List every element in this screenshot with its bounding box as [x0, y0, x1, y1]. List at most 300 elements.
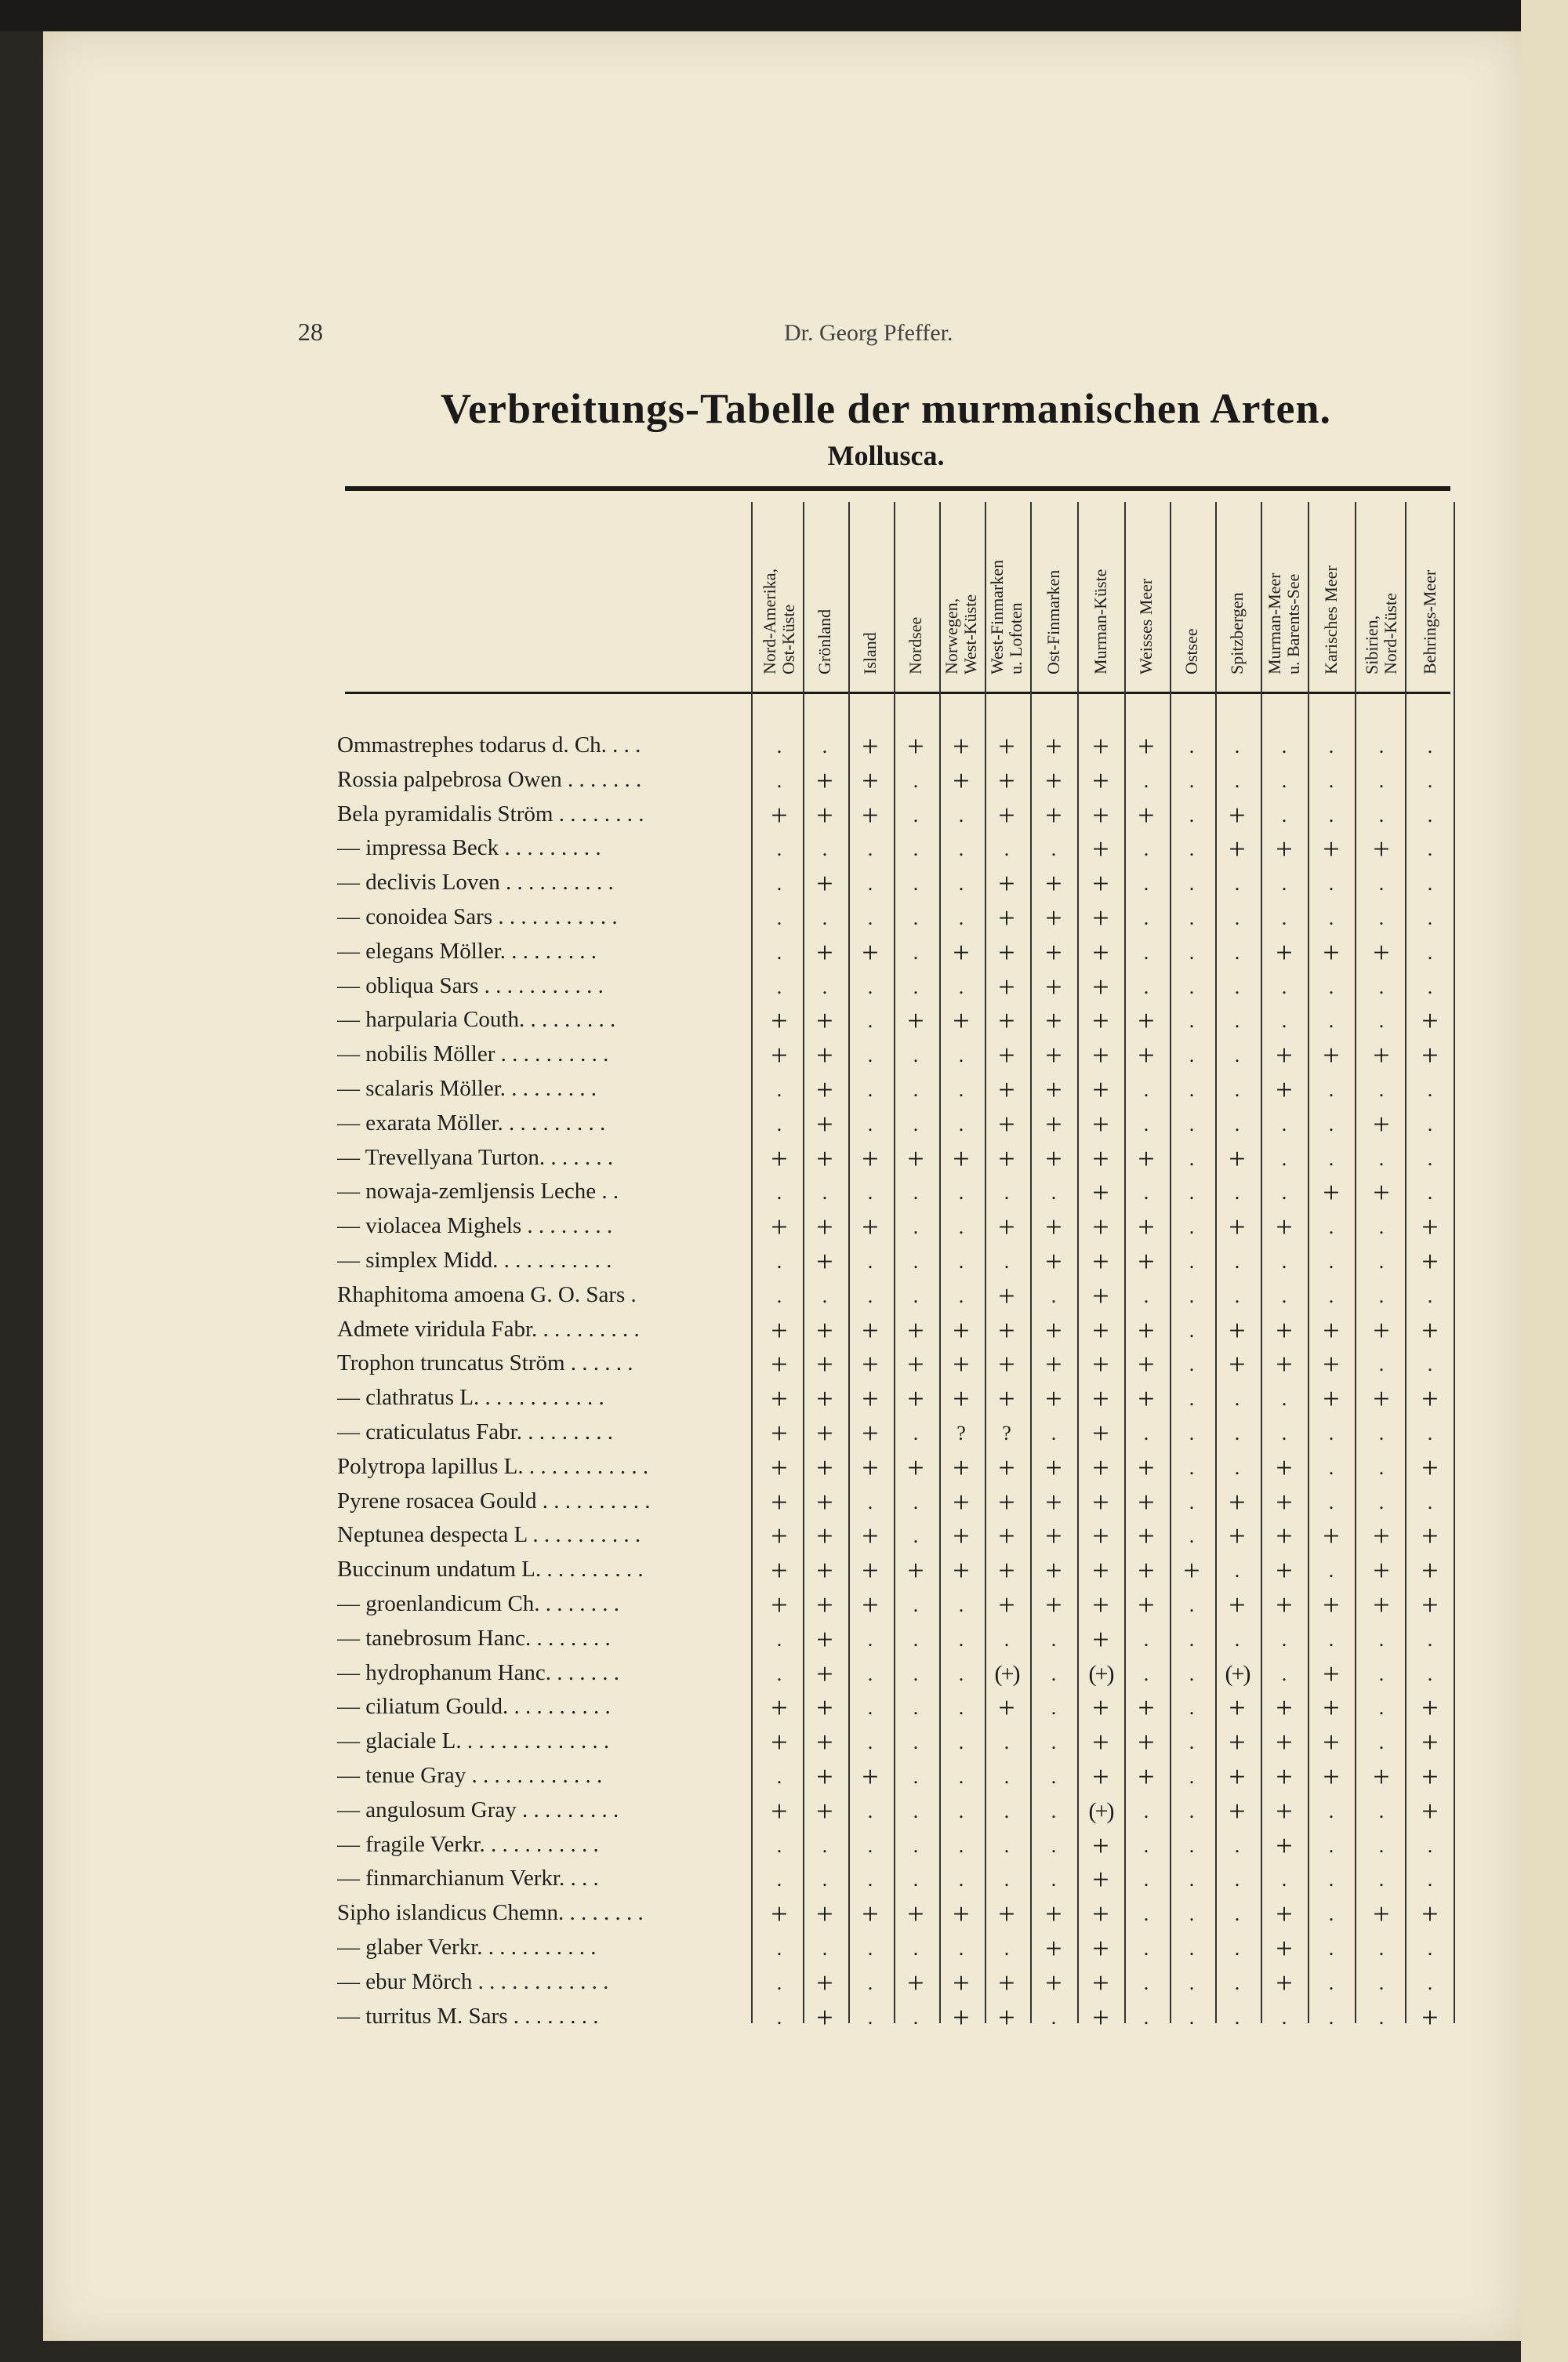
- table-row: [337, 1553, 1466, 1588]
- occurrence-cell: +: [1421, 1245, 1439, 1278]
- occurrence-cell: +: [998, 970, 1015, 1004]
- occurrence-cell: +: [1045, 1898, 1062, 1931]
- occurrence-cell: +: [1421, 1451, 1439, 1484]
- occurrence-cell: +: [1045, 902, 1062, 935]
- occurrence-cell: .: [776, 1937, 782, 1960]
- table-row: [337, 1931, 1466, 1966]
- occurrence-cell: .: [1189, 1250, 1195, 1273]
- occurrence-cell: .: [1143, 907, 1149, 929]
- occurrence-cell: +: [907, 1005, 924, 1038]
- occurrence-cell: .: [1189, 1353, 1195, 1376]
- occurrence-cell: +: [1229, 1794, 1246, 1828]
- occurrence-cell: +: [771, 1005, 788, 1038]
- occurrence-cell: +: [907, 1142, 924, 1176]
- occurrence-cell: .: [1427, 1662, 1433, 1685]
- occurrence-cell: +: [1092, 1898, 1109, 1931]
- table-row: [337, 1073, 1466, 1107]
- occurrence-cell: .: [1328, 907, 1334, 929]
- occurrence-cell: +: [953, 936, 970, 969]
- occurrence-cell: +: [998, 1966, 1015, 2000]
- occurrence-cell: +: [953, 1005, 970, 1038]
- occurrence-cell: +: [1323, 1657, 1340, 1691]
- occurrence-cell: .: [776, 735, 782, 758]
- occurrence-cell: +: [1092, 764, 1109, 798]
- table-row: [337, 1862, 1466, 1897]
- occurrence-cell: .: [1378, 1078, 1385, 1101]
- occurrence-cell: +: [1045, 1520, 1062, 1553]
- occurrence-cell: +: [1229, 833, 1246, 867]
- occurrence-cell: .: [1427, 872, 1433, 896]
- occurrence-cell: .: [867, 1078, 873, 1101]
- occurrence-cell: .: [1328, 1971, 1334, 1994]
- occurrence-cell: .: [958, 907, 964, 929]
- occurrence-cell: .: [1234, 907, 1240, 929]
- occurrence-cell: .: [1143, 838, 1149, 861]
- occurrence-cell: .: [1328, 1422, 1334, 1444]
- occurrence-cell: .: [1427, 1284, 1433, 1307]
- occurrence-cell: .: [1328, 1937, 1334, 1960]
- occurrence-cell: +: [1229, 1211, 1246, 1245]
- occurrence-cell: .: [1189, 1937, 1195, 1960]
- occurrence-cell: +: [1276, 1554, 1293, 1588]
- occurrence-cell: .: [1378, 1216, 1385, 1239]
- occurrence-cell: +: [1229, 1520, 1246, 1553]
- occurrence-cell: .: [913, 1490, 919, 1513]
- occurrence-cell: .: [1004, 1937, 1010, 1960]
- occurrence-cell: .: [1189, 2005, 1195, 2029]
- occurrence-cell: +: [1276, 1211, 1293, 1245]
- occurrence-cell: .: [958, 1662, 964, 1685]
- column-header: Sibirien, Nord-Küste: [1362, 593, 1400, 674]
- occurrence-cell: +: [998, 764, 1015, 798]
- occurrence-cell: .: [1189, 1971, 1195, 1994]
- species-name: — craticulatus Fabr. . . . . . . . .: [337, 1419, 613, 1444]
- occurrence-cell: .: [1427, 907, 1433, 929]
- occurrence-cell: +: [771, 1451, 788, 1484]
- table-row: [337, 764, 1466, 798]
- occurrence-cell: .: [1004, 1250, 1010, 1273]
- occurrence-cell: +: [998, 1005, 1015, 1038]
- occurrence-cell: .: [1004, 838, 1010, 861]
- occurrence-cell: +: [1045, 764, 1062, 798]
- occurrence-cell: +: [816, 1451, 833, 1484]
- occurrence-cell: +: [862, 1898, 879, 1931]
- occurrence-cell: +: [1045, 1383, 1062, 1416]
- occurrence-cell: .: [1143, 1181, 1149, 1205]
- species-name: Buccinum undatum L. . . . . . . . . .: [337, 1557, 644, 1583]
- occurrence-cell: .: [1234, 1937, 1240, 1960]
- occurrence-cell: +: [1138, 1589, 1155, 1622]
- occurrence-cell: .: [958, 1765, 964, 1788]
- occurrence-cell: +: [1092, 1279, 1109, 1313]
- occurrence-cell: +: [1045, 1966, 1062, 2000]
- table-row: [337, 1519, 1466, 1553]
- occurrence-cell: +: [1045, 1245, 1062, 1278]
- occurrence-cell: .: [1427, 975, 1433, 998]
- column-header: Ostsee: [1181, 628, 1201, 674]
- occurrence-cell: .: [1328, 1559, 1334, 1583]
- occurrence-cell: +: [1092, 970, 1109, 1004]
- occurrence-cell: .: [1143, 1284, 1149, 1307]
- occurrence-cell: +: [816, 1657, 833, 1691]
- occurrence-cell: +: [953, 1485, 970, 1519]
- occurrence-cell: .: [958, 838, 964, 861]
- occurrence-cell: +: [998, 2000, 1015, 2034]
- occurrence-cell: .: [913, 1662, 919, 1685]
- occurrence-cell: +: [862, 1142, 879, 1176]
- occurrence-cell: +: [771, 1039, 788, 1073]
- species-name: — impressa Beck . . . . . . . . .: [337, 835, 601, 861]
- occurrence-cell: .: [958, 1078, 964, 1101]
- occurrence-cell: .: [1378, 1146, 1385, 1170]
- table-row: [337, 1966, 1466, 2000]
- occurrence-cell: .: [1189, 1731, 1195, 1754]
- occurrence-cell: .: [1378, 2005, 1385, 2029]
- occurrence-cell: +: [1323, 936, 1340, 969]
- occurrence-cell: .: [1378, 1284, 1385, 1307]
- occurrence-cell: +: [862, 1520, 879, 1553]
- occurrence-cell: .: [776, 838, 782, 861]
- occurrence-cell: +: [816, 1417, 833, 1450]
- occurrence-cell: .: [1189, 1284, 1195, 1307]
- occurrence-cell: .: [1189, 1216, 1195, 1239]
- occurrence-cell: +: [953, 764, 970, 798]
- occurrence-cell: +: [998, 1554, 1015, 1588]
- occurrence-cell: .: [776, 975, 782, 998]
- occurrence-cell: .: [1328, 1078, 1334, 1101]
- occurrence-cell: .: [1051, 838, 1057, 861]
- occurrence-cell: .: [1004, 1627, 1010, 1651]
- occurrence-cell: +: [1229, 1589, 1246, 1622]
- occurrence-cell: .: [1143, 1868, 1149, 1891]
- occurrence-cell: .: [1189, 1627, 1195, 1651]
- occurrence-cell: .: [822, 975, 828, 998]
- occurrence-cell: +: [1421, 1005, 1439, 1038]
- occurrence-cell: +: [862, 1554, 879, 1588]
- occurrence-cell: .: [1234, 1455, 1240, 1479]
- species-name: — Trevellyana Turton. . . . . . .: [337, 1144, 614, 1170]
- occurrence-cell: .: [1234, 1250, 1240, 1273]
- occurrence-cell: +: [953, 1898, 970, 1931]
- occurrence-cell: +: [1045, 730, 1062, 763]
- occurrence-cell: +: [771, 1485, 788, 1519]
- occurrence-cell: .: [1378, 1250, 1385, 1273]
- occurrence-cell: .: [958, 1044, 964, 1067]
- occurrence-cell: +: [816, 1383, 833, 1416]
- occurrence-cell: ?: [1002, 1422, 1011, 1444]
- occurrence-cell: +: [1323, 1692, 1340, 1725]
- occurrence-cell: .: [1189, 1112, 1195, 1136]
- occurrence-cell: .: [776, 1250, 782, 1273]
- occurrence-cell: .: [1328, 803, 1334, 827]
- occurrence-cell: .: [1281, 872, 1287, 896]
- occurrence-cell: +: [953, 1554, 970, 1588]
- occurrence-cell: +: [1092, 902, 1109, 935]
- occurrence-cell: .: [1189, 1078, 1195, 1101]
- occurrence-cell: +: [1092, 1142, 1109, 1176]
- occurrence-cell: .: [1143, 1971, 1149, 1994]
- occurrence-cell: +: [998, 1898, 1015, 1931]
- occurrence-cell: .: [1281, 769, 1287, 792]
- occurrence-cell: +: [1138, 798, 1155, 832]
- occurrence-cell: .: [1281, 907, 1287, 929]
- occurrence-cell: +: [1045, 1039, 1062, 1073]
- occurrence-cell: +: [771, 1417, 788, 1450]
- occurrence-cell: +: [1276, 1520, 1293, 1553]
- occurrence-cell: +: [1276, 1314, 1293, 1347]
- species-name: — simplex Midd. . . . . . . . . . .: [337, 1248, 612, 1273]
- occurrence-cell: +: [907, 1554, 924, 1588]
- occurrence-cell: +: [1276, 1898, 1293, 1931]
- occurrence-cell: .: [958, 872, 964, 896]
- table-row: [337, 1279, 1466, 1314]
- occurrence-cell: .: [913, 1250, 919, 1273]
- occurrence-cell: .: [1378, 1799, 1385, 1822]
- occurrence-cell: .: [913, 1422, 919, 1444]
- occurrence-cell: .: [1427, 803, 1433, 827]
- occurrence-cell: +: [816, 1348, 833, 1382]
- occurrence-cell: +: [1092, 798, 1109, 832]
- occurrence-cell: +: [1138, 1383, 1155, 1416]
- occurrence-cell: +: [816, 2000, 833, 2034]
- occurrence-cell: +: [1421, 1794, 1439, 1828]
- occurrence-cell: +: [862, 1314, 879, 1347]
- occurrence-cell: .: [1143, 1833, 1149, 1857]
- occurrence-cell: +: [1229, 1314, 1246, 1347]
- occurrence-cell: +: [816, 1485, 833, 1519]
- occurrence-cell: .: [1234, 1284, 1240, 1307]
- species-name: Sipho islandicus Chemn. . . . . . . .: [337, 1900, 644, 1926]
- occurrence-cell: +: [1092, 867, 1109, 901]
- occurrence-cell: .: [1234, 1971, 1240, 1994]
- occurrence-cell: +: [1045, 798, 1062, 832]
- occurrence-cell: .: [867, 1696, 873, 1720]
- occurrence-cell: +: [998, 1485, 1015, 1519]
- occurrence-cell: +: [953, 1966, 970, 2000]
- column-header: Behrings-Meer: [1420, 569, 1439, 674]
- occurrence-cell: .: [913, 940, 919, 964]
- occurrence-cell: +: [998, 867, 1015, 901]
- occurrence-cell: .: [1051, 1662, 1057, 1685]
- occurrence-cell: .: [913, 975, 919, 998]
- occurrence-cell: .: [1281, 1387, 1287, 1411]
- occurrence-cell: .: [1378, 735, 1385, 758]
- occurrence-cell: +: [1092, 1485, 1109, 1519]
- occurrence-cell: .: [1427, 838, 1433, 861]
- occurrence-cell: +: [771, 1520, 788, 1553]
- occurrence-cell: +: [1045, 1211, 1062, 1245]
- occurrence-cell: .: [1281, 1662, 1287, 1685]
- occurrence-cell: +: [1092, 1348, 1109, 1382]
- occurrence-cell: .: [1189, 907, 1195, 929]
- table-row: [337, 936, 1466, 970]
- occurrence-cell: .: [1328, 769, 1334, 792]
- occurrence-cell: +: [1373, 1383, 1390, 1416]
- table-row: [337, 1897, 1466, 1931]
- occurrence-cell: +: [771, 1383, 788, 1416]
- occurrence-cell: +: [1276, 1074, 1293, 1107]
- occurrence-cell: .: [1004, 1799, 1010, 1822]
- occurrence-cell: +: [771, 1554, 788, 1588]
- occurrence-cell: +: [1092, 1417, 1109, 1450]
- occurrence-cell: +: [998, 730, 1015, 763]
- occurrence-cell: +: [1092, 1554, 1109, 1588]
- occurrence-cell: .: [1143, 1627, 1149, 1651]
- occurrence-cell: .: [1051, 1627, 1057, 1651]
- occurrence-cell: +: [1092, 833, 1109, 867]
- occurrence-cell: +: [1276, 1348, 1293, 1382]
- occurrence-cell: +: [771, 1794, 788, 1828]
- occurrence-cell: .: [867, 1627, 873, 1651]
- table-row: [337, 1038, 1466, 1073]
- occurrence-cell: .: [867, 2005, 873, 2029]
- occurrence-cell: +: [1323, 1589, 1340, 1622]
- column-header: Nordsee: [906, 616, 925, 674]
- occurrence-cell: .: [1189, 735, 1195, 758]
- occurrence-cell: .: [1051, 1833, 1057, 1857]
- table-row: [337, 1485, 1466, 1520]
- species-name: — tanebrosum Hanc. . . . . . . .: [337, 1625, 611, 1651]
- occurrence-cell: .: [867, 1490, 873, 1513]
- occurrence-cell: +: [998, 1211, 1015, 1245]
- species-name: Rhaphitoma amoena G. O. Sars .: [337, 1281, 637, 1307]
- species-name: — elegans Möller. . . . . . . . .: [337, 938, 597, 964]
- occurrence-cell: +: [1276, 1932, 1293, 1965]
- occurrence-cell: +: [1276, 1451, 1293, 1484]
- occurrence-cell: +: [816, 1074, 833, 1107]
- occurrence-cell: (+): [1088, 1660, 1113, 1687]
- occurrence-cell: +: [1229, 1142, 1246, 1176]
- occurrence-cell: .: [1427, 1937, 1433, 1960]
- occurrence-cell: .: [913, 1765, 919, 1788]
- table-row: [337, 970, 1466, 1005]
- occurrence-cell: +: [1092, 1074, 1109, 1107]
- occurrence-cell: .: [867, 872, 873, 896]
- occurrence-cell: .: [958, 1937, 964, 1960]
- occurrence-cell: .: [1427, 1868, 1433, 1891]
- table-row: [337, 1657, 1466, 1692]
- table-row: [337, 2000, 1466, 2035]
- occurrence-cell: .: [776, 769, 782, 792]
- occurrence-cell: +: [1092, 1451, 1109, 1484]
- occurrence-cell: .: [1143, 872, 1149, 896]
- occurrence-cell: .: [1234, 1833, 1240, 1857]
- occurrence-cell: .: [1328, 2005, 1334, 2029]
- table-row: [337, 867, 1466, 901]
- occurrence-cell: +: [1045, 1485, 1062, 1519]
- occurrence-cell: .: [1328, 872, 1334, 896]
- occurrence-cell: +: [998, 1348, 1015, 1382]
- occurrence-cell: .: [1234, 1559, 1240, 1583]
- species-name: — glaciale L. . . . . . . . . . . . . .: [337, 1728, 610, 1754]
- occurrence-cell: .: [776, 1971, 782, 1994]
- occurrence-cell: .: [913, 872, 919, 896]
- occurrence-cell: +: [816, 1211, 833, 1245]
- occurrence-cell: .: [1004, 1833, 1010, 1857]
- occurrence-cell: .: [1378, 1937, 1385, 1960]
- occurrence-cell: +: [1045, 970, 1062, 1004]
- occurrence-cell: .: [1427, 735, 1433, 758]
- occurrence-cell: .: [867, 1044, 873, 1067]
- occurrence-cell: +: [1323, 1520, 1340, 1553]
- occurrence-cell: .: [1281, 1250, 1287, 1273]
- species-name: — ciliatum Gould. . . . . . . . . .: [337, 1694, 611, 1720]
- table-row: [337, 1588, 1466, 1623]
- occurrence-cell: +: [816, 1314, 833, 1347]
- occurrence-cell: +: [953, 2000, 970, 2034]
- occurrence-cell: .: [1004, 1731, 1010, 1754]
- occurrence-cell: +: [1045, 1348, 1062, 1382]
- occurrence-cell: .: [1281, 1009, 1287, 1033]
- occurrence-cell: +: [862, 798, 879, 832]
- column-header: Spitzbergen: [1227, 592, 1247, 674]
- occurrence-cell: .: [1328, 1216, 1334, 1239]
- occurrence-cell: +: [1276, 1039, 1293, 1073]
- occurrence-cell: .: [958, 1250, 964, 1273]
- occurrence-cell: .: [958, 1181, 964, 1205]
- occurrence-cell: .: [1051, 1731, 1057, 1754]
- occurrence-cell: .: [867, 1868, 873, 1891]
- occurrence-cell: .: [1189, 1868, 1195, 1891]
- occurrence-cell: .: [1143, 1422, 1149, 1444]
- occurrence-cell: +: [816, 1107, 833, 1141]
- occurrence-cell: +: [907, 1451, 924, 1484]
- occurrence-cell: .: [958, 1284, 964, 1307]
- occurrence-cell: +: [998, 1520, 1015, 1553]
- table-row: [337, 1382, 1466, 1416]
- occurrence-cell: +: [862, 1417, 879, 1450]
- occurrence-cell: +: [953, 1314, 970, 1347]
- occurrence-cell: +: [862, 1589, 879, 1622]
- occurrence-cell: .: [913, 1696, 919, 1720]
- occurrence-cell: .: [1189, 1593, 1195, 1616]
- occurrence-cell: .: [1281, 1181, 1287, 1205]
- occurrence-cell: +: [998, 1314, 1015, 1347]
- table-row: [337, 1794, 1466, 1829]
- occurrence-cell: +: [1229, 798, 1246, 832]
- occurrence-cell: +: [1045, 1932, 1062, 1965]
- occurrence-cell: +: [1276, 1485, 1293, 1519]
- occurrence-cell: +: [1138, 1005, 1155, 1038]
- occurrence-cell: .: [1378, 1490, 1385, 1513]
- occurrence-cell: .: [1189, 1490, 1195, 1513]
- occurrence-cell: +: [998, 1692, 1015, 1725]
- occurrence-cell: +: [953, 1142, 970, 1176]
- occurrence-cell: .: [1378, 1627, 1385, 1651]
- occurrence-cell: +: [816, 1005, 833, 1038]
- table-row: [337, 1347, 1466, 1382]
- occurrence-cell: .: [1189, 1387, 1195, 1411]
- occurrence-cell: +: [1092, 1107, 1109, 1141]
- table-row: [337, 1245, 1466, 1279]
- occurrence-cell: +: [1323, 1726, 1340, 1760]
- occurrence-cell: .: [867, 1009, 873, 1033]
- occurrence-cell: +: [1092, 1520, 1109, 1553]
- occurrence-cell: .: [867, 1181, 873, 1205]
- occurrence-cell: .: [1189, 769, 1195, 792]
- species-name: — nowaja-zemljensis Leche . .: [337, 1179, 619, 1205]
- occurrence-cell: .: [1328, 1112, 1334, 1136]
- occurrence-cell: +: [816, 867, 833, 901]
- occurrence-cell: +: [1045, 1107, 1062, 1141]
- occurrence-cell: .: [1189, 1799, 1195, 1822]
- occurrence-cell: +: [1092, 1005, 1109, 1038]
- occurrence-cell: +: [1138, 1485, 1155, 1519]
- occurrence-cell: +: [1323, 1314, 1340, 1347]
- occurrence-cell: .: [1328, 1490, 1334, 1513]
- occurrence-cell: .: [1281, 735, 1287, 758]
- occurrence-cell: .: [822, 1868, 828, 1891]
